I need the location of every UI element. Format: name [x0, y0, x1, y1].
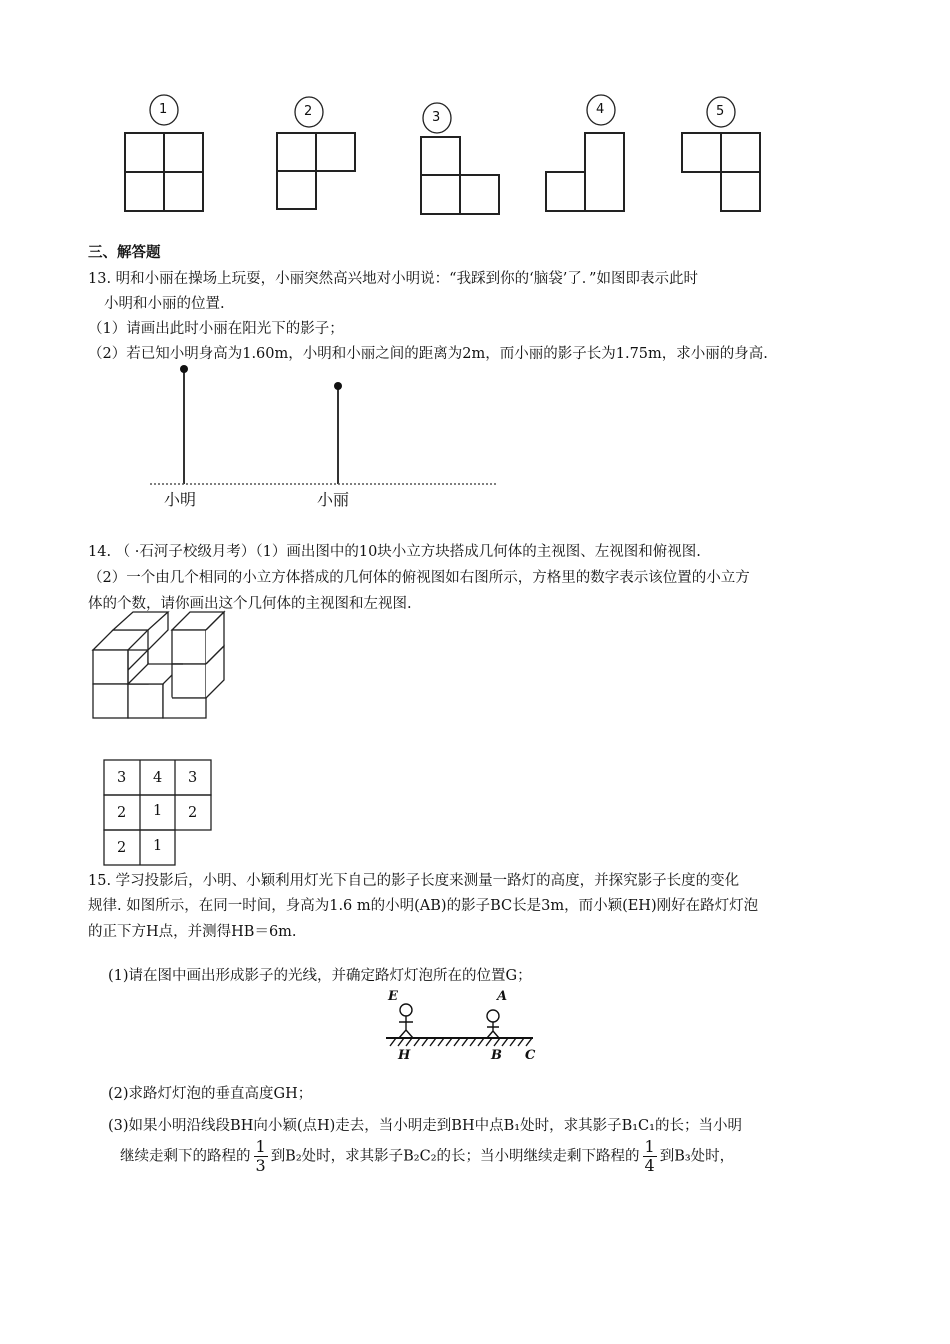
q15-part2: (2)求路灯灯泡的垂直高度GH；	[108, 1086, 313, 1102]
q13-part2: （2）若已知小明身高为1.60m，小明和小丽之间的距离为2m，而小丽的影子长为1.75m，求小丽的身高.	[88, 346, 768, 362]
q15-part3b-a: 继续走剩下的路程的	[120, 1148, 251, 1165]
q14-line1: 14. （ ·石河子校级月考）（1）画出图中的10块小立方块搭成几何体的主视图、左视图和俯视图.	[88, 544, 701, 560]
label-B: B	[491, 1048, 502, 1063]
fraction-numerator: 1	[644, 1137, 655, 1156]
grid-cell: 3	[117, 770, 127, 786]
q15-line3: 的正下方H点，并测得HB＝6m.	[88, 924, 297, 940]
label-xiaoli: 小丽	[317, 490, 350, 509]
q15-line1: 15. 学习投影后，小明、小颖利用灯光下自己的影子长度来测量一路灯的高度，并探究影子长度的变化	[88, 873, 740, 889]
figure-label-1: 1	[159, 102, 168, 117]
q14-line2: （2）一个由几个相同的小立方体搭成的几何体的俯视图如右图所示，方格里的数字表示该位置的小立方	[88, 570, 750, 586]
q13-line2: 小明和小丽的位置.	[104, 296, 225, 312]
grid-cell: 2	[117, 840, 127, 856]
q15-line2: 规律. 如图所示，在同一时间，身高为1.6 m的小明(AB)的影子BC长是3m，而小颖(EH)刚好在路灯灯泡	[88, 898, 759, 914]
figure-label-4: 4	[596, 102, 605, 117]
figure-label-3: 3	[432, 110, 441, 125]
grid-cell: 2	[188, 805, 198, 821]
q15-part3b-b: 到B₂处时，求其影子B₂C₂的长；当小明继续走剩下路程的	[270, 1148, 640, 1165]
grid-cell: 1	[153, 803, 163, 819]
q15-part3: (3)如果小明沿线段BH向小颖(点H)走去，当小明走到BH中点B₁处时，求其影子B₁C₁的长；当小明	[108, 1118, 742, 1134]
section-title: 三、解答题	[88, 245, 161, 261]
label-xiaoming: 小明	[164, 490, 197, 509]
q13-line1: 13. 明和小丽在操场上玩耍，小丽突然高兴地对小明说：“我踩到你的‘脑袋’了．”如图即表示此时	[88, 271, 698, 287]
fraction-denominator: 3	[255, 1156, 266, 1175]
fraction-one-fourth	[643, 1138, 657, 1175]
fraction-denominator: 4	[644, 1156, 655, 1175]
q15-part3-continued	[120, 1138, 734, 1175]
q15-part1: (1)请在图中画出形成影子的光线，并确定路灯灯泡所在的位置G；	[108, 968, 532, 984]
fraction-numerator: 1	[255, 1137, 266, 1156]
grid-cell: 1	[153, 838, 163, 854]
grid-cell: 3	[188, 770, 198, 786]
fraction-one-third	[254, 1138, 268, 1175]
figure-label-2: 2	[304, 104, 313, 119]
label-E: E	[388, 989, 398, 1004]
label-A: A	[497, 989, 508, 1004]
q13-part1: （1）请画出此时小丽在阳光下的影子；	[88, 321, 344, 337]
grid-cell: 2	[117, 805, 127, 821]
grid-cell: 4	[153, 770, 163, 786]
q14-line3: 体的个数，请你画出这个几何体的主视图和左视图.	[88, 596, 412, 612]
q15-part3b-c: 到B₃处时，	[659, 1148, 735, 1165]
label-H: H	[398, 1048, 411, 1063]
figure-label-5: 5	[716, 104, 725, 119]
label-C: C	[525, 1048, 536, 1063]
